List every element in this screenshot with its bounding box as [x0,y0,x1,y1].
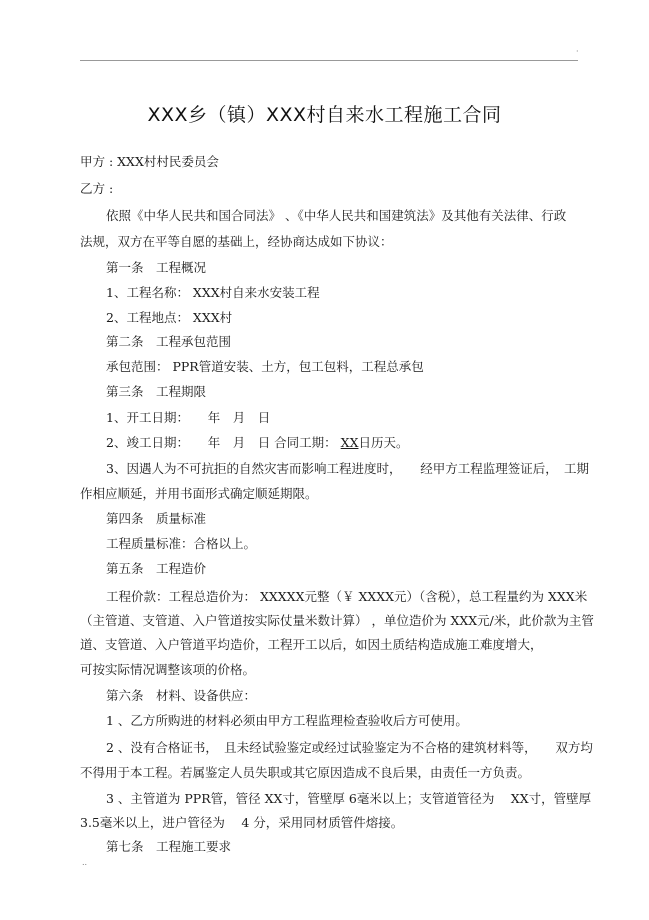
article-3-item-2-suffix: 日历天。 [358,435,409,450]
article-6-item-1: 1 、乙方所购进的材料必须由甲方工程监理检查验收后方可使用。 [106,713,468,728]
article-3-item-3-line-2: 作相应顺延，并用书面形式确定顺延期限。 [80,486,318,501]
article-3-item-2-text: 2、竣工日期： 年 月 日 合同工期： [106,435,337,450]
article-2-item-1: 承包范围： PPR管道安装、土方，包工包料，工程总承包 [106,359,424,374]
article-5-line-4: 可按实际情况调整该项的价格。 [80,662,256,677]
article-6-item-2-line-1: 2 、没有合格证书， 且未经试验鉴定或经过试验鉴定为不合格的建筑材料等， 双方均 [106,740,593,755]
party-a: 甲方 : XXX村村民委员会 [80,154,219,169]
header-rule [80,60,578,61]
article-3-item-3-line-1: 3、因遇人为不可抗拒的自然灾害而影响工程进度时， 经甲方工程监理签证后， 工期 [106,461,589,476]
article-5-heading: 第五条 工程造价 [106,561,207,576]
article-5-line-3: 道、支管道、入户管道平均造价，工程开工以后，如因土质结构造成施工难度增大， [80,637,543,652]
article-3-heading: 第三条 工程期限 [106,384,207,399]
article-6-item-3-line-1: 3 、主管道为 PPR管，管径 XX寸，管壁厚 6毫米以上；支管道管径为 XX寸，管壁厚 [106,791,592,806]
article-4-heading: 第四条 质量标准 [106,511,207,526]
intro-line-2: 法规，双方在平等自愿的基础上，经协商达成如下协议： [80,234,393,249]
article-6-heading: 第六条 材料、设备供应： [106,688,257,703]
article-1-heading: 第一条 工程概况 [106,260,207,275]
party-b: 乙方 : [80,181,114,196]
article-5-line-1: 工程价款：工程总造价为： XXXXX元整（￥ XXXX元）（含税），总工程量约为 XXX米 [106,589,588,604]
intro-line-1: 依照《中华人民共和国合同法》 、《中华人民共和国建筑法》及其他有关法律、行政 [106,208,567,223]
article-1-item-1: 1、工程名称： XXX村自来水安装工程 [106,285,320,300]
article-6-item-2-line-2: 不得用于本工程。若属鉴定人员失职或其它原因造成不良后果，由责任一方负责。 [80,765,531,780]
footer-mark: .. [82,858,88,867]
header-corner-mark: · [576,47,579,56]
article-7-heading: 第七条 工程施工要求 [106,839,232,854]
article-2-heading: 第二条 工程承包范围 [106,334,232,349]
article-1-item-2: 2、工程地点： XXX村 [106,310,233,325]
article-3-item-1: 1、开工日期： 年 月 日 [106,410,271,425]
article-5-line-2: （主管道、支管道、入户管道按实际仗量米数计算） ，单位造价为 XXX元/米，此价款为主管 [80,613,594,628]
article-6-item-3-line-2: 3.5毫米以上，进户管径为 4 分，采用同材质管件熔接。 [80,815,404,830]
contract-days-value: XX [340,435,359,450]
document-title: XXX乡（镇）XXX村自来水工程施工合同 [147,104,502,126]
article-3-item-2 [106,435,409,451]
article-4-item-1: 工程质量标准：合格以上。 [106,536,257,551]
